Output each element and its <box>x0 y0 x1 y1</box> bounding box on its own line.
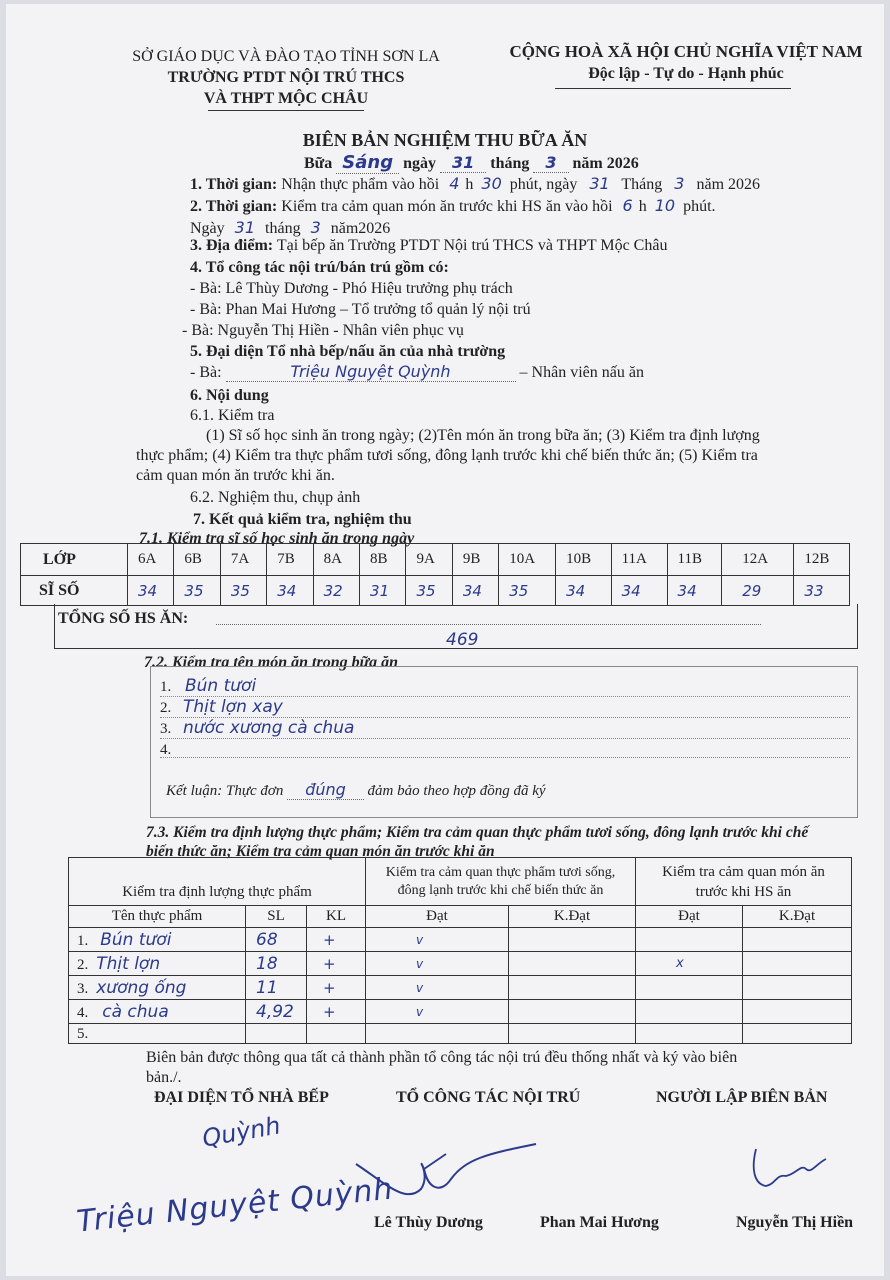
kitchen-staff-name: Triệu Nguyệt Quỳnh <box>226 362 516 382</box>
table-row: 2. Thịt lợn 18 + v x <box>69 952 852 976</box>
time-check-date: Ngày 31 tháng 3 năm2026 <box>190 218 391 237</box>
class-count: 34 <box>667 576 722 606</box>
content-6-2: 6.2. Nghiệm thu, chụp ảnh <box>190 489 361 506</box>
team-label: 4. Tổ công tác nội trú/bán trú gồm có: <box>190 259 449 276</box>
team-member-3: - Bà: Nguyễn Thị Hiền - Nhân viên phục vụ <box>182 322 464 339</box>
col-dish-pass: Đạt <box>636 906 743 928</box>
class-name: 12A <box>722 544 794 576</box>
class-name: 9B <box>452 544 498 576</box>
meal-value: Sáng <box>336 152 399 174</box>
section-7-3-label: 7.3. Kiểm tra định lượng thực phẩm; Kiểm tra cảm quan thực phẩm tươi sống, đông lạnh trước khi chế <box>146 824 809 841</box>
fresh-check-header: Kiểm tra cảm quan thực phẩm tươi sống, đông lạnh trước khi chế biến thức ăn <box>366 858 636 906</box>
kitchen-sign-title: ĐẠI DIỆN TỔ NHÀ BẾP <box>154 1089 329 1106</box>
count-row-label: SĨ SỐ <box>21 576 128 606</box>
team-name-2: Phan Mai Hương <box>540 1214 659 1231</box>
class-name: 11B <box>667 544 722 576</box>
section-7-1-label: 7.1. Kiểm tra sĩ số học sinh ăn trong ngày <box>139 530 415 547</box>
class-name: 10B <box>556 544 612 576</box>
header-right-underline <box>555 88 791 89</box>
time-check-line: 2. Thời gian: Kiểm tra cảm quan món ăn trước khi HS ăn vào hồi 6 h 10 phút. <box>190 196 716 215</box>
quantity-check-header: Kiểm tra định lượng thực phẩm <box>69 858 366 906</box>
team-name-1: Lê Thùy Dương <box>374 1214 483 1231</box>
country-name: CỘNG HOÀ XÃ HỘI CHỦ NGHĨA VIỆT NAM <box>509 42 863 61</box>
col-sl: SL <box>246 906 307 928</box>
class-name: 6A <box>128 544 174 576</box>
col-dish-fail: K.Đạt <box>743 906 852 928</box>
team-member-1: - Bà: Lê Thùy Dương - Phó Hiệu trưởng phụ trách <box>190 280 513 297</box>
motto: Độc lập - Tự do - Hạnh phúc <box>588 65 784 82</box>
class-count: 35 <box>220 576 266 606</box>
class-name: 10A <box>499 544 556 576</box>
school-name: TRƯỜNG PTDT NỘI TRÚ THCS <box>167 69 405 86</box>
maker-sign-title: NGƯỜI LẬP BIÊN BẢN <box>656 1089 828 1106</box>
menu-item: 1. Bún tươi <box>160 676 850 697</box>
total-label: TỔNG SỐ HS ĂN: <box>58 610 189 627</box>
team-signature-mark <box>346 1134 546 1214</box>
result-label: 7. Kết quả kiểm tra, nghiệm thu <box>193 511 412 528</box>
section-7-3-label-2: biến thức ăn; Kiểm tra cảm quan món ăn trước khi ăn <box>146 843 495 860</box>
total-value: 469 <box>446 630 479 650</box>
menu-item: 4. <box>160 739 850 758</box>
school-name-line2: VÀ THPT MỘC CHÂU <box>203 90 369 107</box>
time-received-line: 1. Thời gian: Nhận thực phẩm vào hồi 4 h 30 phút, ngày 31 Tháng 3 năm 2026 <box>190 174 761 193</box>
maker-signature-mark <box>746 1144 836 1194</box>
class-count: 31 <box>360 576 406 606</box>
class-name: 9A <box>406 544 452 576</box>
menu-item: 3. nước xương cà chua <box>160 718 850 739</box>
content-para-3: cảm quan món ăn trước khi ăn. <box>136 467 335 484</box>
total-dotline <box>216 624 761 625</box>
class-count: 29 <box>722 576 794 606</box>
content-para-1: (1) Sĩ số học sinh ăn trong ngày; (2)Tên món ăn trong bữa ăn; (3) Kiểm tra định lượng <box>206 427 760 444</box>
class-count: 33 <box>794 576 850 606</box>
kitchen-signature-short: Quỳnh <box>200 1111 283 1153</box>
class-count: 34 <box>556 576 612 606</box>
section-7-2-label: 7.2. Kiểm tra tên món ăn trong bữa ăn <box>144 654 399 671</box>
class-count: 34 <box>128 576 174 606</box>
col-food-name: Tên thực phẩm <box>69 906 246 928</box>
class-name: 7B <box>267 544 313 576</box>
class-count: 34 <box>611 576 667 606</box>
class-name: 6B <box>174 544 220 576</box>
class-count: 35 <box>174 576 220 606</box>
class-count: 32 <box>313 576 359 606</box>
class-count: 35 <box>499 576 556 606</box>
header-right <box>486 42 886 83</box>
class-name: 11A <box>611 544 667 576</box>
table-row: 5. <box>69 1024 852 1044</box>
table-row: 3. xương ống 11 + v <box>69 976 852 1000</box>
table-row: 1. Bún tươi 68 + v <box>69 928 852 952</box>
class-name: 7A <box>220 544 266 576</box>
class-count: 35 <box>406 576 452 606</box>
team-member-2: - Bà: Phan Mai Hương – Tổ trưởng tổ quản lý nội trú <box>190 301 531 318</box>
class-row-label: LỚP <box>21 544 128 576</box>
maker-name: Nguyễn Thị Hiền <box>736 1214 854 1231</box>
dish-check-header: Kiểm tra cảm quan món ăn trước khi HS ăn <box>636 858 852 906</box>
col-fresh-fail: K.Đạt <box>509 906 636 928</box>
meal-line: Bữa Sáng ngày 31 tháng 3 năm 2026 <box>304 152 639 173</box>
class-name: 12B <box>794 544 850 576</box>
class-name: 8B <box>360 544 406 576</box>
header-left-underline <box>208 110 364 111</box>
closing-text: Biên bản được thông qua tất cả thành phần tổ công tác nội trú đều thống nhất và ký vào biên <box>146 1049 738 1066</box>
kitchen-label: 5. Đại diện Tổ nhà bếp/nấu ăn của nhà trường <box>190 343 506 360</box>
menu-conclusion-value: đúng <box>287 780 364 800</box>
meal-month: 3 <box>533 153 568 173</box>
col-kl: KL <box>307 906 366 928</box>
col-fresh-pass: Đạt <box>366 906 509 928</box>
menu-conclusion: Kết luận: Thực đơn đúng đảm bảo theo hợp đồng đã ký <box>166 780 546 799</box>
meal-day: 31 <box>440 153 486 173</box>
department-name: SỞ GIÁO DỤC VÀ ĐÀO TẠO TỈNH SƠN LA <box>132 48 440 65</box>
class-name: 8A <box>313 544 359 576</box>
team-sign-title: TỔ CÔNG TÁC NỘI TRÚ <box>396 1089 581 1106</box>
content-6-1: 6.1. Kiểm tra <box>190 407 275 424</box>
document-title: BIÊN BẢN NGHIỆM THU BỮA ĂN <box>302 130 588 150</box>
place-line: 3. Địa điểm: Tại bếp ăn Trường PTDT Nội trú THCS và THPT Mộc Châu <box>190 237 668 254</box>
content-para-2: thực phẩm; (4) Kiểm tra thực phẩm tươi sống, đông lạnh trước khi chế biến thức ăn; (5) Kiểm tra <box>136 447 758 464</box>
class-count: 34 <box>452 576 498 606</box>
kitchen-line: - Bà: Triệu Nguyệt Quỳnh – Nhân viên nấu ăn <box>190 362 644 381</box>
kitchen-signature-full: Triệu Nguyệt Quỳnh <box>75 1171 396 1240</box>
closing-text-2: bản./. <box>146 1069 182 1086</box>
attendance-table <box>20 543 850 606</box>
table-row: 4. cà chua 4,92 + v <box>69 1000 852 1024</box>
menu-item: 2. Thịt lợn xay <box>160 697 850 718</box>
food-check-table <box>68 857 852 1044</box>
header-left <box>106 46 466 109</box>
class-count: 34 <box>267 576 313 606</box>
document-page <box>6 4 884 1276</box>
content-label: 6. Nội dung <box>190 387 269 404</box>
